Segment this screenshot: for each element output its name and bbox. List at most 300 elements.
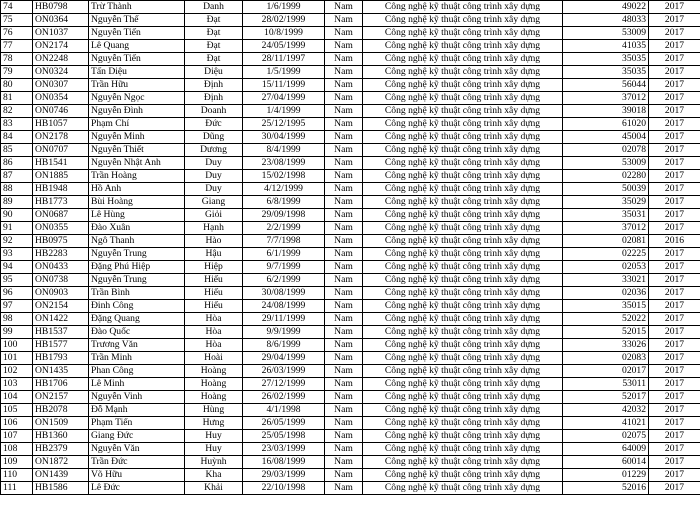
major-cell: Công nghệ kỹ thuật công trình xây dựng <box>363 1 563 14</box>
student-given-name-cell: Dũng <box>185 131 243 144</box>
code-cell: 02225 <box>563 248 649 261</box>
student-id-cell: ON2174 <box>33 40 89 53</box>
gender-cell: Nam <box>325 170 363 183</box>
student-id-cell: ON0903 <box>33 287 89 300</box>
date-of-birth-cell: 30/04/1999 <box>243 131 325 144</box>
gender-cell: Nam <box>325 430 363 443</box>
year-cell: 2017 <box>649 79 700 92</box>
table-row <box>1 456 700 469</box>
student-id-cell: HB1360 <box>33 430 89 443</box>
student-id-cell: HB1773 <box>33 196 89 209</box>
gender-cell: Nam <box>325 40 363 53</box>
year-cell: 2017 <box>649 339 700 352</box>
table-row <box>1 469 700 482</box>
table-row <box>1 378 700 391</box>
date-of-birth-cell: 9/7/1999 <box>243 261 325 274</box>
student-id-cell: HB1537 <box>33 326 89 339</box>
date-of-birth-cell: 24/08/1999 <box>243 300 325 313</box>
date-of-birth-cell: 4/12/1999 <box>243 183 325 196</box>
student-id-cell: ON2154 <box>33 300 89 313</box>
year-cell: 2017 <box>649 469 700 482</box>
code-cell: 48033 <box>563 14 649 27</box>
student-given-name-cell: Hiếu <box>185 274 243 287</box>
student-given-name-cell: Huỳnh <box>185 456 243 469</box>
row-number-cell: 83 <box>1 118 33 131</box>
major-cell: Công nghệ kỹ thuật công trình xây dựng <box>363 170 563 183</box>
student-id-cell: ON0364 <box>33 14 89 27</box>
student-given-name-cell: Duy <box>185 183 243 196</box>
major-cell: Công nghệ kỹ thuật công trình xây dựng <box>363 248 563 261</box>
student-id-cell: HB1541 <box>33 157 89 170</box>
table-row <box>1 144 700 157</box>
major-cell: Công nghệ kỹ thuật công trình xây dựng <box>363 105 563 118</box>
major-cell: Công nghệ kỹ thuật công trình xây dựng <box>363 92 563 105</box>
row-number-cell: 104 <box>1 391 33 404</box>
major-cell: Công nghệ kỹ thuật công trình xây dựng <box>363 430 563 443</box>
code-cell: 02081 <box>563 235 649 248</box>
row-number-cell: 87 <box>1 170 33 183</box>
date-of-birth-cell: 29/09/1998 <box>243 209 325 222</box>
student-surname-cell: Nguyễn Tiến <box>89 53 185 66</box>
gender-cell: Nam <box>325 196 363 209</box>
table-row <box>1 339 700 352</box>
major-cell: Công nghệ kỹ thuật công trình xây dựng <box>363 79 563 92</box>
table-row <box>1 482 700 495</box>
student-id-cell: HB1586 <box>33 482 89 495</box>
gender-cell: Nam <box>325 443 363 456</box>
gender-cell: Nam <box>325 248 363 261</box>
gender-cell: Nam <box>325 79 363 92</box>
gender-cell: Nam <box>325 339 363 352</box>
table-row <box>1 235 700 248</box>
code-cell: 53009 <box>563 157 649 170</box>
student-id-cell: ON1422 <box>33 313 89 326</box>
student-surname-cell: Nguyễn Thiết <box>89 144 185 157</box>
code-cell: 35015 <box>563 300 649 313</box>
year-cell: 2017 <box>649 14 700 27</box>
row-number-cell: 99 <box>1 326 33 339</box>
row-number-cell: 76 <box>1 27 33 40</box>
code-cell: 02280 <box>563 170 649 183</box>
major-cell: Công nghệ kỹ thuật công trình xây dựng <box>363 456 563 469</box>
date-of-birth-cell: 26/03/1999 <box>243 365 325 378</box>
student-given-name-cell: Huy <box>185 443 243 456</box>
date-of-birth-cell: 7/7/1998 <box>243 235 325 248</box>
student-surname-cell: Trần Minh <box>89 352 185 365</box>
major-cell: Công nghệ kỹ thuật công trình xây dựng <box>363 144 563 157</box>
student-surname-cell: Nguyễn Minh <box>89 131 185 144</box>
student-given-name-cell: Hoàng <box>185 378 243 391</box>
gender-cell: Nam <box>325 1 363 14</box>
year-cell: 2017 <box>649 40 700 53</box>
code-cell: 35035 <box>563 66 649 79</box>
student-surname-cell: Võ Hữu <box>89 469 185 482</box>
table-row <box>1 300 700 313</box>
student-surname-cell: Phạm Chí <box>89 118 185 131</box>
table-row <box>1 170 700 183</box>
year-cell: 2017 <box>649 261 700 274</box>
student-id-cell: HB2283 <box>33 248 89 261</box>
student-id-cell: ON1435 <box>33 365 89 378</box>
student-given-name-cell: Hiếu <box>185 287 243 300</box>
code-cell: 53009 <box>563 27 649 40</box>
student-surname-cell: Đỗ Mạnh <box>89 404 185 417</box>
row-number-cell: 90 <box>1 209 33 222</box>
row-number-cell: 93 <box>1 248 33 261</box>
table-row <box>1 92 700 105</box>
year-cell: 2017 <box>649 196 700 209</box>
table-row <box>1 209 700 222</box>
table-row <box>1 131 700 144</box>
code-cell: 50039 <box>563 183 649 196</box>
row-number-cell: 101 <box>1 352 33 365</box>
student-surname-cell: Lê Quang <box>89 40 185 53</box>
student-surname-cell: Trần Hữu <box>89 79 185 92</box>
major-cell: Công nghệ kỹ thuật công trình xây dựng <box>363 40 563 53</box>
student-surname-cell: Trần Đức <box>89 456 185 469</box>
student-given-name-cell: Hậu <box>185 248 243 261</box>
row-number-cell: 82 <box>1 105 33 118</box>
code-cell: 02017 <box>563 365 649 378</box>
code-cell: 53011 <box>563 378 649 391</box>
student-given-name-cell: Doanh <box>185 105 243 118</box>
date-of-birth-cell: 26/02/1999 <box>243 391 325 404</box>
student-id-cell: ON0355 <box>33 222 89 235</box>
date-of-birth-cell: 30/08/1999 <box>243 287 325 300</box>
major-cell: Công nghệ kỹ thuật công trình xây dựng <box>363 469 563 482</box>
student-id-cell: HB1057 <box>33 118 89 131</box>
student-surname-cell: Đào Quốc <box>89 326 185 339</box>
major-cell: Công nghệ kỹ thuật công trình xây dựng <box>363 378 563 391</box>
major-cell: Công nghệ kỹ thuật công trình xây dựng <box>363 300 563 313</box>
year-cell: 2017 <box>649 209 700 222</box>
date-of-birth-cell: 26/05/1999 <box>243 417 325 430</box>
row-number-cell: 80 <box>1 79 33 92</box>
year-cell: 2017 <box>649 378 700 391</box>
major-cell: Công nghệ kỹ thuật công trình xây dựng <box>363 417 563 430</box>
date-of-birth-cell: 6/1/1999 <box>243 248 325 261</box>
row-number-cell: 95 <box>1 274 33 287</box>
gender-cell: Nam <box>325 131 363 144</box>
gender-cell: Nam <box>325 222 363 235</box>
date-of-birth-cell: 6/8/1999 <box>243 196 325 209</box>
code-cell: 33021 <box>563 274 649 287</box>
major-cell: Công nghệ kỹ thuật công trình xây dựng <box>363 339 563 352</box>
student-given-name-cell: Duy <box>185 170 243 183</box>
major-cell: Công nghệ kỹ thuật công trình xây dựng <box>363 482 563 495</box>
table-row <box>1 430 700 443</box>
year-cell: 2017 <box>649 456 700 469</box>
year-cell: 2017 <box>649 248 700 261</box>
year-cell: 2017 <box>649 287 700 300</box>
code-cell: 52016 <box>563 482 649 495</box>
year-cell: 2017 <box>649 222 700 235</box>
year-cell: 2017 <box>649 92 700 105</box>
student-given-name-cell: Dương <box>185 144 243 157</box>
year-cell: 2017 <box>649 404 700 417</box>
student-surname-cell: Hồ Anh <box>89 183 185 196</box>
year-cell: 2017 <box>649 1 700 14</box>
year-cell: 2017 <box>649 430 700 443</box>
student-id-cell: ON1872 <box>33 456 89 469</box>
gender-cell: Nam <box>325 92 363 105</box>
major-cell: Công nghệ kỹ thuật công trình xây dựng <box>363 14 563 27</box>
date-of-birth-cell: 27/12/1999 <box>243 378 325 391</box>
student-given-name-cell: Hoài <box>185 352 243 365</box>
gender-cell: Nam <box>325 482 363 495</box>
gender-cell: Nam <box>325 144 363 157</box>
row-number-cell: 91 <box>1 222 33 235</box>
date-of-birth-cell: 1/4/1999 <box>243 105 325 118</box>
major-cell: Công nghệ kỹ thuật công trình xây dựng <box>363 313 563 326</box>
table-row <box>1 1 700 14</box>
major-cell: Công nghệ kỹ thuật công trình xây dựng <box>363 261 563 274</box>
row-number-cell: 88 <box>1 183 33 196</box>
code-cell: 35031 <box>563 209 649 222</box>
code-cell: 61020 <box>563 118 649 131</box>
code-cell: 02078 <box>563 144 649 157</box>
student-id-cell: ON0433 <box>33 261 89 274</box>
code-cell: 02036 <box>563 287 649 300</box>
gender-cell: Nam <box>325 378 363 391</box>
student-id-cell: ON1509 <box>33 417 89 430</box>
table-row <box>1 53 700 66</box>
student-surname-cell: Giang Đức <box>89 430 185 443</box>
code-cell: 35035 <box>563 53 649 66</box>
student-surname-cell: Nguyễn Ngọc <box>89 92 185 105</box>
gender-cell: Nam <box>325 235 363 248</box>
table-row <box>1 183 700 196</box>
gender-cell: Nam <box>325 417 363 430</box>
code-cell: 39018 <box>563 105 649 118</box>
gender-cell: Nam <box>325 53 363 66</box>
major-cell: Công nghệ kỹ thuật công trình xây dựng <box>363 157 563 170</box>
code-cell: 52022 <box>563 313 649 326</box>
date-of-birth-cell: 27/04/1999 <box>243 92 325 105</box>
row-number-cell: 77 <box>1 40 33 53</box>
major-cell: Công nghệ kỹ thuật công trình xây dựng <box>363 235 563 248</box>
year-cell: 2017 <box>649 66 700 79</box>
year-cell: 2016 <box>649 235 700 248</box>
student-given-name-cell: Hòa <box>185 339 243 352</box>
student-given-name-cell: Hào <box>185 235 243 248</box>
student-given-name-cell: Đạt <box>185 53 243 66</box>
student-id-cell: HB1706 <box>33 378 89 391</box>
date-of-birth-cell: 25/05/1998 <box>243 430 325 443</box>
student-given-name-cell: Kha <box>185 469 243 482</box>
year-cell: 2017 <box>649 105 700 118</box>
student-surname-cell: Lê Đức <box>89 482 185 495</box>
student-given-name-cell: Hòa <box>185 326 243 339</box>
date-of-birth-cell: 6/2/1999 <box>243 274 325 287</box>
table-row <box>1 352 700 365</box>
table-row <box>1 404 700 417</box>
row-number-cell: 109 <box>1 456 33 469</box>
student-given-name-cell: Khải <box>185 482 243 495</box>
student-given-name-cell: Hoàng <box>185 365 243 378</box>
row-number-cell: 103 <box>1 378 33 391</box>
student-given-name-cell: Hòa <box>185 313 243 326</box>
gender-cell: Nam <box>325 352 363 365</box>
student-id-cell: ON2248 <box>33 53 89 66</box>
code-cell: 02053 <box>563 261 649 274</box>
student-surname-cell: Phan Công <box>89 365 185 378</box>
year-cell: 2017 <box>649 482 700 495</box>
major-cell: Công nghệ kỹ thuật công trình xây dựng <box>363 443 563 456</box>
row-number-cell: 107 <box>1 430 33 443</box>
student-surname-cell: Trần Hoàng <box>89 170 185 183</box>
date-of-birth-cell: 15/02/1998 <box>243 170 325 183</box>
row-number-cell: 97 <box>1 300 33 313</box>
gender-cell: Nam <box>325 105 363 118</box>
student-surname-cell: Nguyễn Tiến <box>89 27 185 40</box>
student-surname-cell: Nguyễn Trung <box>89 274 185 287</box>
row-number-cell: 102 <box>1 365 33 378</box>
student-id-cell: HB0975 <box>33 235 89 248</box>
row-number-cell: 94 <box>1 261 33 274</box>
student-given-name-cell: Đạt <box>185 27 243 40</box>
student-surname-cell: Nguyễn Vinh <box>89 391 185 404</box>
major-cell: Công nghệ kỹ thuật công trình xây dựng <box>363 27 563 40</box>
student-id-cell: HB2379 <box>33 443 89 456</box>
year-cell: 2017 <box>649 300 700 313</box>
student-surname-cell: Đặng Quang <box>89 313 185 326</box>
gender-cell: Nam <box>325 183 363 196</box>
row-number-cell: 100 <box>1 339 33 352</box>
student-given-name-cell: Huy <box>185 430 243 443</box>
student-id-cell: ON2178 <box>33 131 89 144</box>
date-of-birth-cell: 25/12/1995 <box>243 118 325 131</box>
student-given-name-cell: Diệu <box>185 66 243 79</box>
student-surname-cell: Lê Minh <box>89 378 185 391</box>
date-of-birth-cell: 29/03/1999 <box>243 469 325 482</box>
table-row <box>1 66 700 79</box>
code-cell: 52015 <box>563 326 649 339</box>
major-cell: Công nghệ kỹ thuật công trình xây dựng <box>363 326 563 339</box>
major-cell: Công nghệ kỹ thuật công trình xây dựng <box>363 352 563 365</box>
table-row <box>1 27 700 40</box>
student-id-cell: ON2157 <box>33 391 89 404</box>
major-cell: Công nghệ kỹ thuật công trình xây dựng <box>363 66 563 79</box>
student-given-name-cell: Danh <box>185 1 243 14</box>
student-id-cell: ON0738 <box>33 274 89 287</box>
table-row <box>1 14 700 27</box>
student-given-name-cell: Hạnh <box>185 222 243 235</box>
gender-cell: Nam <box>325 14 363 27</box>
table-row <box>1 391 700 404</box>
student-surname-cell: Nguyễn Đình <box>89 105 185 118</box>
gender-cell: Nam <box>325 66 363 79</box>
table-row <box>1 157 700 170</box>
date-of-birth-cell: 15/11/1999 <box>243 79 325 92</box>
date-of-birth-cell: 8/4/1999 <box>243 144 325 157</box>
student-id-cell: ON0307 <box>33 79 89 92</box>
student-given-name-cell: Định <box>185 79 243 92</box>
major-cell: Công nghệ kỹ thuật công trình xây dựng <box>363 391 563 404</box>
year-cell: 2017 <box>649 274 700 287</box>
date-of-birth-cell: 22/10/1998 <box>243 482 325 495</box>
student-surname-cell: Lê Hùng <box>89 209 185 222</box>
row-number-cell: 96 <box>1 287 33 300</box>
date-of-birth-cell: 24/05/1999 <box>243 40 325 53</box>
major-cell: Công nghệ kỹ thuật công trình xây dựng <box>363 222 563 235</box>
student-given-name-cell: Đức <box>185 118 243 131</box>
student-surname-cell: Nguyễn Văn <box>89 443 185 456</box>
student-given-name-cell: Duy <box>185 157 243 170</box>
row-number-cell: 111 <box>1 482 33 495</box>
student-surname-cell: Đinh Công <box>89 300 185 313</box>
year-cell: 2017 <box>649 144 700 157</box>
student-surname-cell: Trần Bình <box>89 287 185 300</box>
student-given-name-cell: Hiếu <box>185 300 243 313</box>
gender-cell: Nam <box>325 300 363 313</box>
student-surname-cell: Đào Xuân <box>89 222 185 235</box>
row-number-cell: 89 <box>1 196 33 209</box>
student-given-name-cell: Giỏi <box>185 209 243 222</box>
major-cell: Công nghệ kỹ thuật công trình xây dựng <box>363 404 563 417</box>
table-row <box>1 105 700 118</box>
code-cell: 49022 <box>563 1 649 14</box>
year-cell: 2017 <box>649 118 700 131</box>
student-id-cell: HB1793 <box>33 352 89 365</box>
major-cell: Công nghệ kỹ thuật công trình xây dựng <box>363 118 563 131</box>
student-id-cell: HB0798 <box>33 1 89 14</box>
student-surname-cell: Nguyễn Nhật Anh <box>89 157 185 170</box>
year-cell: 2017 <box>649 131 700 144</box>
year-cell: 2017 <box>649 326 700 339</box>
student-surname-cell: Phạm Tiến <box>89 417 185 430</box>
student-given-name-cell: Đạt <box>185 14 243 27</box>
row-number-cell: 106 <box>1 417 33 430</box>
table-row <box>1 248 700 261</box>
code-cell: 56044 <box>563 79 649 92</box>
code-cell: 41021 <box>563 417 649 430</box>
major-cell: Công nghệ kỹ thuật công trình xây dựng <box>363 209 563 222</box>
major-cell: Công nghệ kỹ thuật công trình xây dựng <box>363 287 563 300</box>
table-row <box>1 222 700 235</box>
table-row <box>1 417 700 430</box>
row-number-cell: 110 <box>1 469 33 482</box>
major-cell: Công nghệ kỹ thuật công trình xây dựng <box>363 274 563 287</box>
code-cell: 35029 <box>563 196 649 209</box>
row-number-cell: 75 <box>1 14 33 27</box>
date-of-birth-cell: 4/1/1998 <box>243 404 325 417</box>
table-row <box>1 443 700 456</box>
table-row <box>1 261 700 274</box>
student-id-cell: ON1439 <box>33 469 89 482</box>
student-given-name-cell: Đạt <box>185 40 243 53</box>
student-surname-cell: Nguyễn Thế <box>89 14 185 27</box>
date-of-birth-cell: 16/08/1999 <box>243 456 325 469</box>
student-surname-cell: Đặng Phú Hiệp <box>89 261 185 274</box>
student-id-cell: HB2078 <box>33 404 89 417</box>
code-cell: 64009 <box>563 443 649 456</box>
student-given-name-cell: Hiệp <box>185 261 243 274</box>
year-cell: 2017 <box>649 313 700 326</box>
date-of-birth-cell: 23/08/1999 <box>243 157 325 170</box>
date-of-birth-cell: 29/04/1999 <box>243 352 325 365</box>
row-number-cell: 85 <box>1 144 33 157</box>
row-number-cell: 74 <box>1 1 33 14</box>
student-id-cell: ON0354 <box>33 92 89 105</box>
student-id-cell: ON0707 <box>33 144 89 157</box>
date-of-birth-cell: 23/03/1999 <box>243 443 325 456</box>
roster-body <box>1 1 700 495</box>
student-surname-cell: Tấn Diệu <box>89 66 185 79</box>
major-cell: Công nghệ kỹ thuật công trình xây dựng <box>363 365 563 378</box>
row-number-cell: 84 <box>1 131 33 144</box>
gender-cell: Nam <box>325 209 363 222</box>
